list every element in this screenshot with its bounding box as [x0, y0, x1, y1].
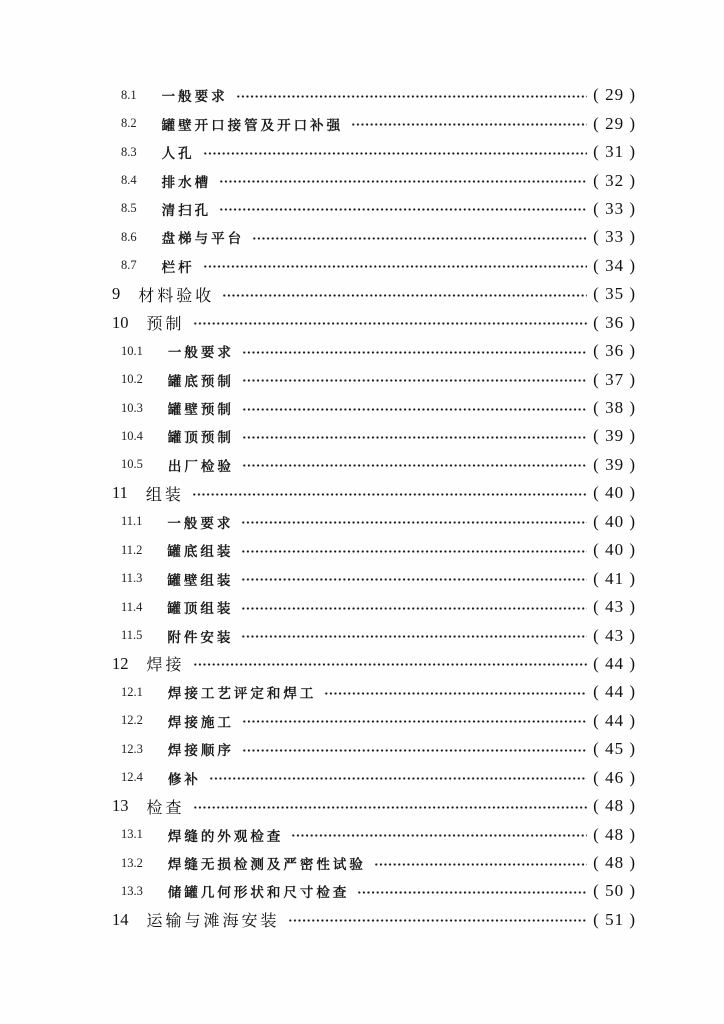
chapter-number: 14 [112, 909, 129, 929]
entry-page-number: ( 39 ) [593, 454, 636, 474]
entry-title: 栏杆 [161, 259, 195, 276]
entry-page-number: ( 44 ) [593, 682, 636, 702]
toc-entry [0, 365, 724, 393]
dot-leader [242, 351, 587, 354]
dot-leader [203, 265, 588, 268]
toc-entry [0, 707, 724, 735]
entry-title: 人孔 [161, 146, 195, 163]
toc-chapter-entry [0, 650, 724, 678]
entry-page-number: ( 32 ) [593, 170, 636, 190]
chapter-title: 组装 [145, 484, 184, 504]
entry-page-number: ( 33 ) [593, 227, 636, 247]
entry-number: 12.2 [121, 713, 143, 728]
chapter-number: 9 [112, 284, 121, 304]
dot-leader [374, 863, 587, 866]
dot-leader [252, 237, 587, 240]
toc-entry [0, 81, 724, 109]
chapter-number: 11 [112, 483, 128, 503]
toc-entry [0, 337, 724, 365]
table-of-contents [0, 81, 724, 934]
dot-leader [193, 663, 588, 666]
entry-title: 焊接施工 [167, 714, 234, 731]
toc-chapter-entry [0, 792, 724, 820]
entry-number: 11.4 [121, 599, 143, 614]
entry-page-number: ( 33 ) [593, 198, 636, 218]
chapter-number: 13 [112, 796, 129, 816]
entry-number: 10.1 [121, 343, 143, 358]
dot-leader [192, 493, 587, 496]
toc-entry [0, 422, 724, 450]
entry-page-number: ( 45 ) [593, 739, 636, 759]
toc-entry [0, 593, 724, 621]
dot-leader [203, 152, 588, 155]
entry-number: 10.5 [121, 457, 143, 472]
dot-leader [242, 464, 587, 467]
entry-number: 11.3 [121, 571, 143, 586]
dot-leader [242, 436, 587, 439]
entry-title: 清扫孔 [161, 202, 212, 219]
chapter-title: 运输与滩海安装 [146, 911, 280, 931]
toc-entry [0, 508, 724, 536]
entry-page-number: ( 37 ) [593, 369, 636, 389]
dot-leader [241, 521, 587, 524]
entry-number: 13.3 [121, 883, 143, 898]
entry-page-number: ( 46 ) [593, 767, 636, 787]
entry-number: 10.4 [121, 428, 143, 443]
toc-entry [0, 223, 724, 251]
dot-leader [241, 578, 587, 581]
entry-number: 13.1 [121, 827, 143, 842]
entry-title: 盘梯与平台 [161, 231, 245, 248]
entry-title: 焊缝无损检测及严密性试验 [167, 857, 366, 874]
chapter-title: 检查 [146, 797, 185, 817]
entry-number: 8.2 [121, 116, 137, 131]
chapter-title: 预制 [146, 314, 185, 334]
toc-entry [0, 394, 724, 422]
dot-leader [242, 720, 587, 723]
entry-page-number: ( 36 ) [593, 312, 636, 332]
toc-entry [0, 166, 724, 194]
entry-number: 11.2 [121, 542, 143, 557]
entry-page-number: ( 50 ) [593, 881, 636, 901]
chapter-title: 焊接 [146, 655, 185, 675]
entry-number: 13.2 [121, 855, 143, 870]
entry-number: 8.1 [121, 87, 137, 102]
dot-leader [241, 607, 587, 610]
toc-entry [0, 195, 724, 223]
entry-number: 10.2 [121, 372, 143, 387]
toc-entry [0, 621, 724, 649]
dot-leader [219, 208, 587, 211]
toc-entry [0, 764, 724, 792]
toc-chapter-entry [0, 479, 724, 507]
dot-leader [291, 834, 587, 837]
entry-page-number: ( 43 ) [593, 597, 636, 617]
toc-entry [0, 252, 724, 280]
dot-leader [241, 550, 587, 553]
entry-number: 8.4 [121, 173, 137, 188]
dot-leader [193, 806, 588, 809]
entry-title: 一般要求 [161, 89, 228, 106]
dot-leader [193, 322, 588, 325]
toc-entry [0, 820, 724, 848]
entry-number: 12.3 [121, 741, 143, 756]
dot-leader [209, 777, 587, 780]
toc-entry [0, 849, 724, 877]
dot-leader [242, 749, 587, 752]
entry-number: 8.3 [121, 144, 137, 159]
entry-page-number: ( 29 ) [593, 113, 636, 133]
entry-title: 附件安装 [167, 629, 234, 646]
dot-leader [324, 692, 587, 695]
entry-title: 焊缝的外观检查 [167, 828, 284, 845]
entry-number: 8.6 [121, 229, 137, 244]
entry-title: 罐底预制 [167, 373, 234, 390]
toc-entry [0, 877, 724, 905]
entry-page-number: ( 35 ) [593, 284, 636, 304]
entry-page-number: ( 29 ) [593, 85, 636, 105]
toc-entry [0, 678, 724, 706]
entry-page-number: ( 31 ) [593, 142, 636, 162]
toc-chapter-entry [0, 906, 724, 934]
entry-number: 12.4 [121, 770, 143, 785]
entry-page-number: ( 34 ) [593, 255, 636, 275]
entry-page-number: ( 36 ) [593, 341, 636, 361]
entry-page-number: ( 43 ) [593, 625, 636, 645]
entry-title: 罐底组装 [167, 544, 234, 561]
entry-title: 罐顶组装 [167, 601, 234, 618]
entry-number: 10.3 [121, 400, 143, 415]
entry-page-number: ( 38 ) [593, 398, 636, 418]
entry-title: 修补 [167, 771, 201, 788]
toc-entry [0, 138, 724, 166]
entry-title: 罐壁组装 [167, 572, 234, 589]
entry-title: 排水槽 [161, 174, 212, 191]
entry-page-number: ( 48 ) [593, 824, 636, 844]
entry-page-number: ( 51 ) [593, 909, 636, 929]
entry-title: 罐壁开口接管及开口补强 [161, 117, 344, 134]
entry-title: 储罐几何形状和尺寸检查 [167, 885, 350, 902]
toc-entry [0, 536, 724, 564]
toc-entry [0, 109, 724, 137]
entry-page-number: ( 44 ) [593, 710, 636, 730]
entry-page-number: ( 40 ) [593, 511, 636, 531]
entry-title: 一般要求 [167, 345, 234, 362]
entry-page-number: ( 48 ) [593, 853, 636, 873]
entry-page-number: ( 44 ) [593, 653, 636, 673]
dot-leader [288, 919, 588, 922]
entry-page-number: ( 40 ) [593, 483, 636, 503]
toc-chapter-entry [0, 280, 724, 308]
entry-title: 焊接顺序 [167, 743, 234, 760]
entry-number: 11.5 [121, 628, 143, 643]
entry-title: 罐顶预制 [167, 430, 234, 447]
dot-leader [357, 891, 587, 894]
entry-number: 11.1 [121, 514, 143, 529]
dot-leader [351, 123, 587, 126]
toc-entry [0, 735, 724, 763]
toc-chapter-entry [0, 309, 724, 337]
entry-title: 出厂检验 [167, 458, 234, 475]
dot-leader [241, 635, 587, 638]
chapter-number: 10 [112, 312, 129, 332]
dot-leader [219, 180, 587, 183]
chapter-title: 材料验收 [138, 285, 215, 305]
entry-page-number: ( 39 ) [593, 426, 636, 446]
entry-number: 12.1 [121, 684, 143, 699]
dot-leader [242, 379, 587, 382]
dot-leader [222, 294, 587, 297]
entry-title: 罐壁预制 [167, 402, 234, 419]
entry-number: 8.7 [121, 258, 137, 273]
dot-leader [236, 95, 588, 98]
dot-leader [242, 408, 587, 411]
chapter-number: 12 [112, 653, 129, 673]
entry-page-number: ( 40 ) [593, 540, 636, 560]
toc-entry [0, 564, 724, 592]
entry-number: 8.5 [121, 201, 137, 216]
entry-page-number: ( 41 ) [593, 568, 636, 588]
entry-title: 焊接工艺评定和焊工 [167, 686, 317, 703]
toc-entry [0, 451, 724, 479]
entry-page-number: ( 48 ) [593, 796, 636, 816]
entry-title: 一般要求 [167, 515, 234, 532]
